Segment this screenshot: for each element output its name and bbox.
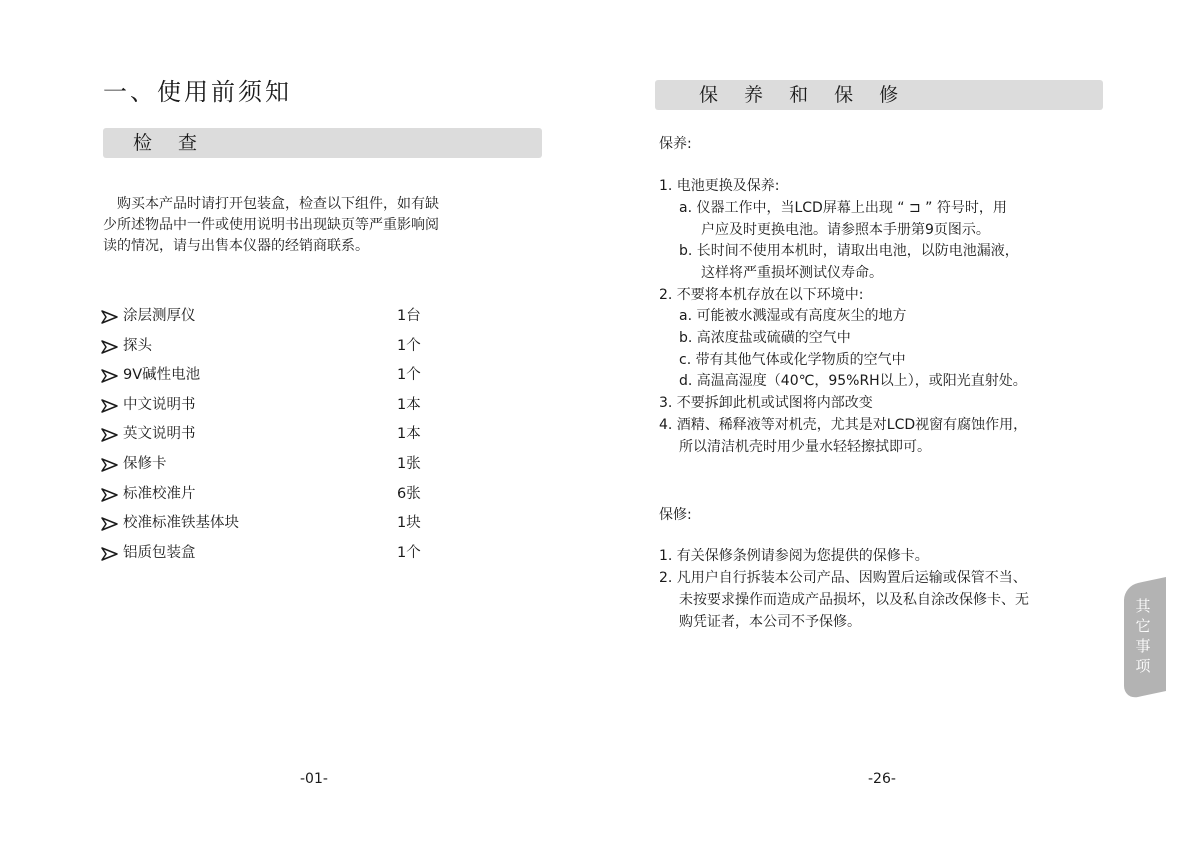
- maintenance-line: 这样将严重损坏测试仪寿命。: [701, 265, 883, 281]
- item-quantity: 1块: [397, 515, 421, 532]
- warranty-line: 2. 凡用户自行拆装本公司产品、因购置后运输或保管不当、: [659, 570, 1027, 586]
- arrowhead-bullet-icon: [101, 399, 118, 413]
- list-item: [101, 509, 461, 539]
- item-quantity: 1个: [397, 337, 421, 354]
- maintenance-line: c. 带有其他气体或化学物质的空气中: [679, 352, 906, 368]
- list-item: [101, 361, 461, 391]
- arrowhead-bullet-icon: [101, 428, 118, 442]
- page-number-right: -26-: [868, 771, 896, 787]
- maintenance-line: 所以清洁机壳时用少量水轻轻擦拭即可。: [679, 439, 931, 455]
- maintenance-line: 3. 不要拆卸此机或试图将内部改变: [659, 395, 873, 411]
- maintenance-line: 2. 不要将本机存放在以下环境中:: [659, 287, 864, 303]
- item-name: 9V碱性电池: [123, 367, 201, 384]
- item-name: 探头: [123, 337, 152, 354]
- maintenance-line: d. 高温高湿度（40℃，95%RH以上），或阳光直射处。: [679, 373, 1027, 389]
- intro-line: 购买本产品时请打开包装盒，检查以下组件，如有缺: [103, 196, 439, 212]
- component-checklist: [101, 302, 461, 568]
- arrowhead-bullet-icon: [101, 369, 118, 383]
- maintenance-line: a. 可能被水溅湿或有高度灰尘的地方: [679, 308, 907, 324]
- intro-line: 少所述物品中一件或使用说明书出现缺页等严重影响阅: [103, 217, 439, 233]
- item-quantity: 1本: [397, 426, 421, 443]
- list-item: [101, 450, 461, 480]
- item-quantity: 1台: [397, 308, 421, 324]
- item-name: 保修卡: [123, 455, 167, 472]
- item-name: 标准校准片: [123, 485, 196, 502]
- intro-paragraph: [103, 194, 523, 257]
- maintenance-line: 户应及时更换电池。请参照本手册第9页图示。: [701, 222, 990, 238]
- item-name: 铝质包装盒: [123, 544, 196, 561]
- list-item: [101, 480, 461, 510]
- arrowhead-bullet-icon: [101, 547, 118, 561]
- list-item: [101, 420, 461, 450]
- arrowhead-bullet-icon: [101, 488, 118, 502]
- arrowhead-bullet-icon: [101, 458, 118, 472]
- item-quantity: 1张: [397, 455, 421, 472]
- arrowhead-bullet-icon: [101, 517, 118, 531]
- intro-line: 读的情况，请与出售本仪器的经销商联系。: [103, 238, 369, 254]
- maintenance-line: 1. 电池更换及保养:: [659, 178, 780, 194]
- warranty-line: 1. 有关保修条例请参阅为您提供的保修卡。: [659, 548, 929, 564]
- item-name: 校准标准铁基体块: [123, 515, 239, 532]
- list-item: [101, 539, 461, 569]
- warranty-heading: 保修:: [659, 507, 692, 523]
- page-title: 一、使用前须知: [103, 78, 292, 106]
- list-item: [101, 302, 461, 332]
- arrowhead-bullet-icon: [101, 340, 118, 354]
- item-quantity: 1个: [397, 544, 421, 561]
- item-name: 英文说明书: [123, 426, 196, 443]
- section-header-inspection: 检 查: [103, 128, 542, 158]
- list-item: [101, 391, 461, 421]
- section-header-maintenance-warranty: 保 养 和 保 修: [655, 80, 1103, 110]
- item-quantity: 6张: [397, 485, 421, 502]
- item-name: 中文说明书: [123, 396, 196, 413]
- side-tab-label: 其它事项: [1135, 597, 1151, 675]
- item-quantity: 1本: [397, 396, 421, 413]
- warranty-line: 购凭证者，本公司不予保修。: [679, 614, 861, 630]
- list-item: [101, 332, 461, 362]
- maintenance-line: 4. 酒精、稀释液等对机壳，尤其是对LCD视窗有腐蚀作用，: [659, 417, 1028, 433]
- maintenance-heading: 保养:: [659, 136, 692, 152]
- arrowhead-bullet-icon: [101, 310, 118, 324]
- page-number-left: -01-: [300, 771, 328, 787]
- maintenance-line: a. 仪器工作中，当LCD屏幕上出现 “ ⊐ ” 符号时，用: [679, 200, 1007, 216]
- maintenance-line: b. 高浓度盐或硫磺的空气中: [679, 330, 851, 346]
- item-name: 涂层测厚仪: [123, 308, 196, 324]
- maintenance-line: b. 长时间不使用本机时，请取出电池，以防电池漏液，: [679, 243, 1019, 259]
- warranty-line: 未按要求操作而造成产品损坏，以及私自涂改保修卡、无: [679, 592, 1029, 608]
- item-quantity: 1个: [397, 367, 421, 384]
